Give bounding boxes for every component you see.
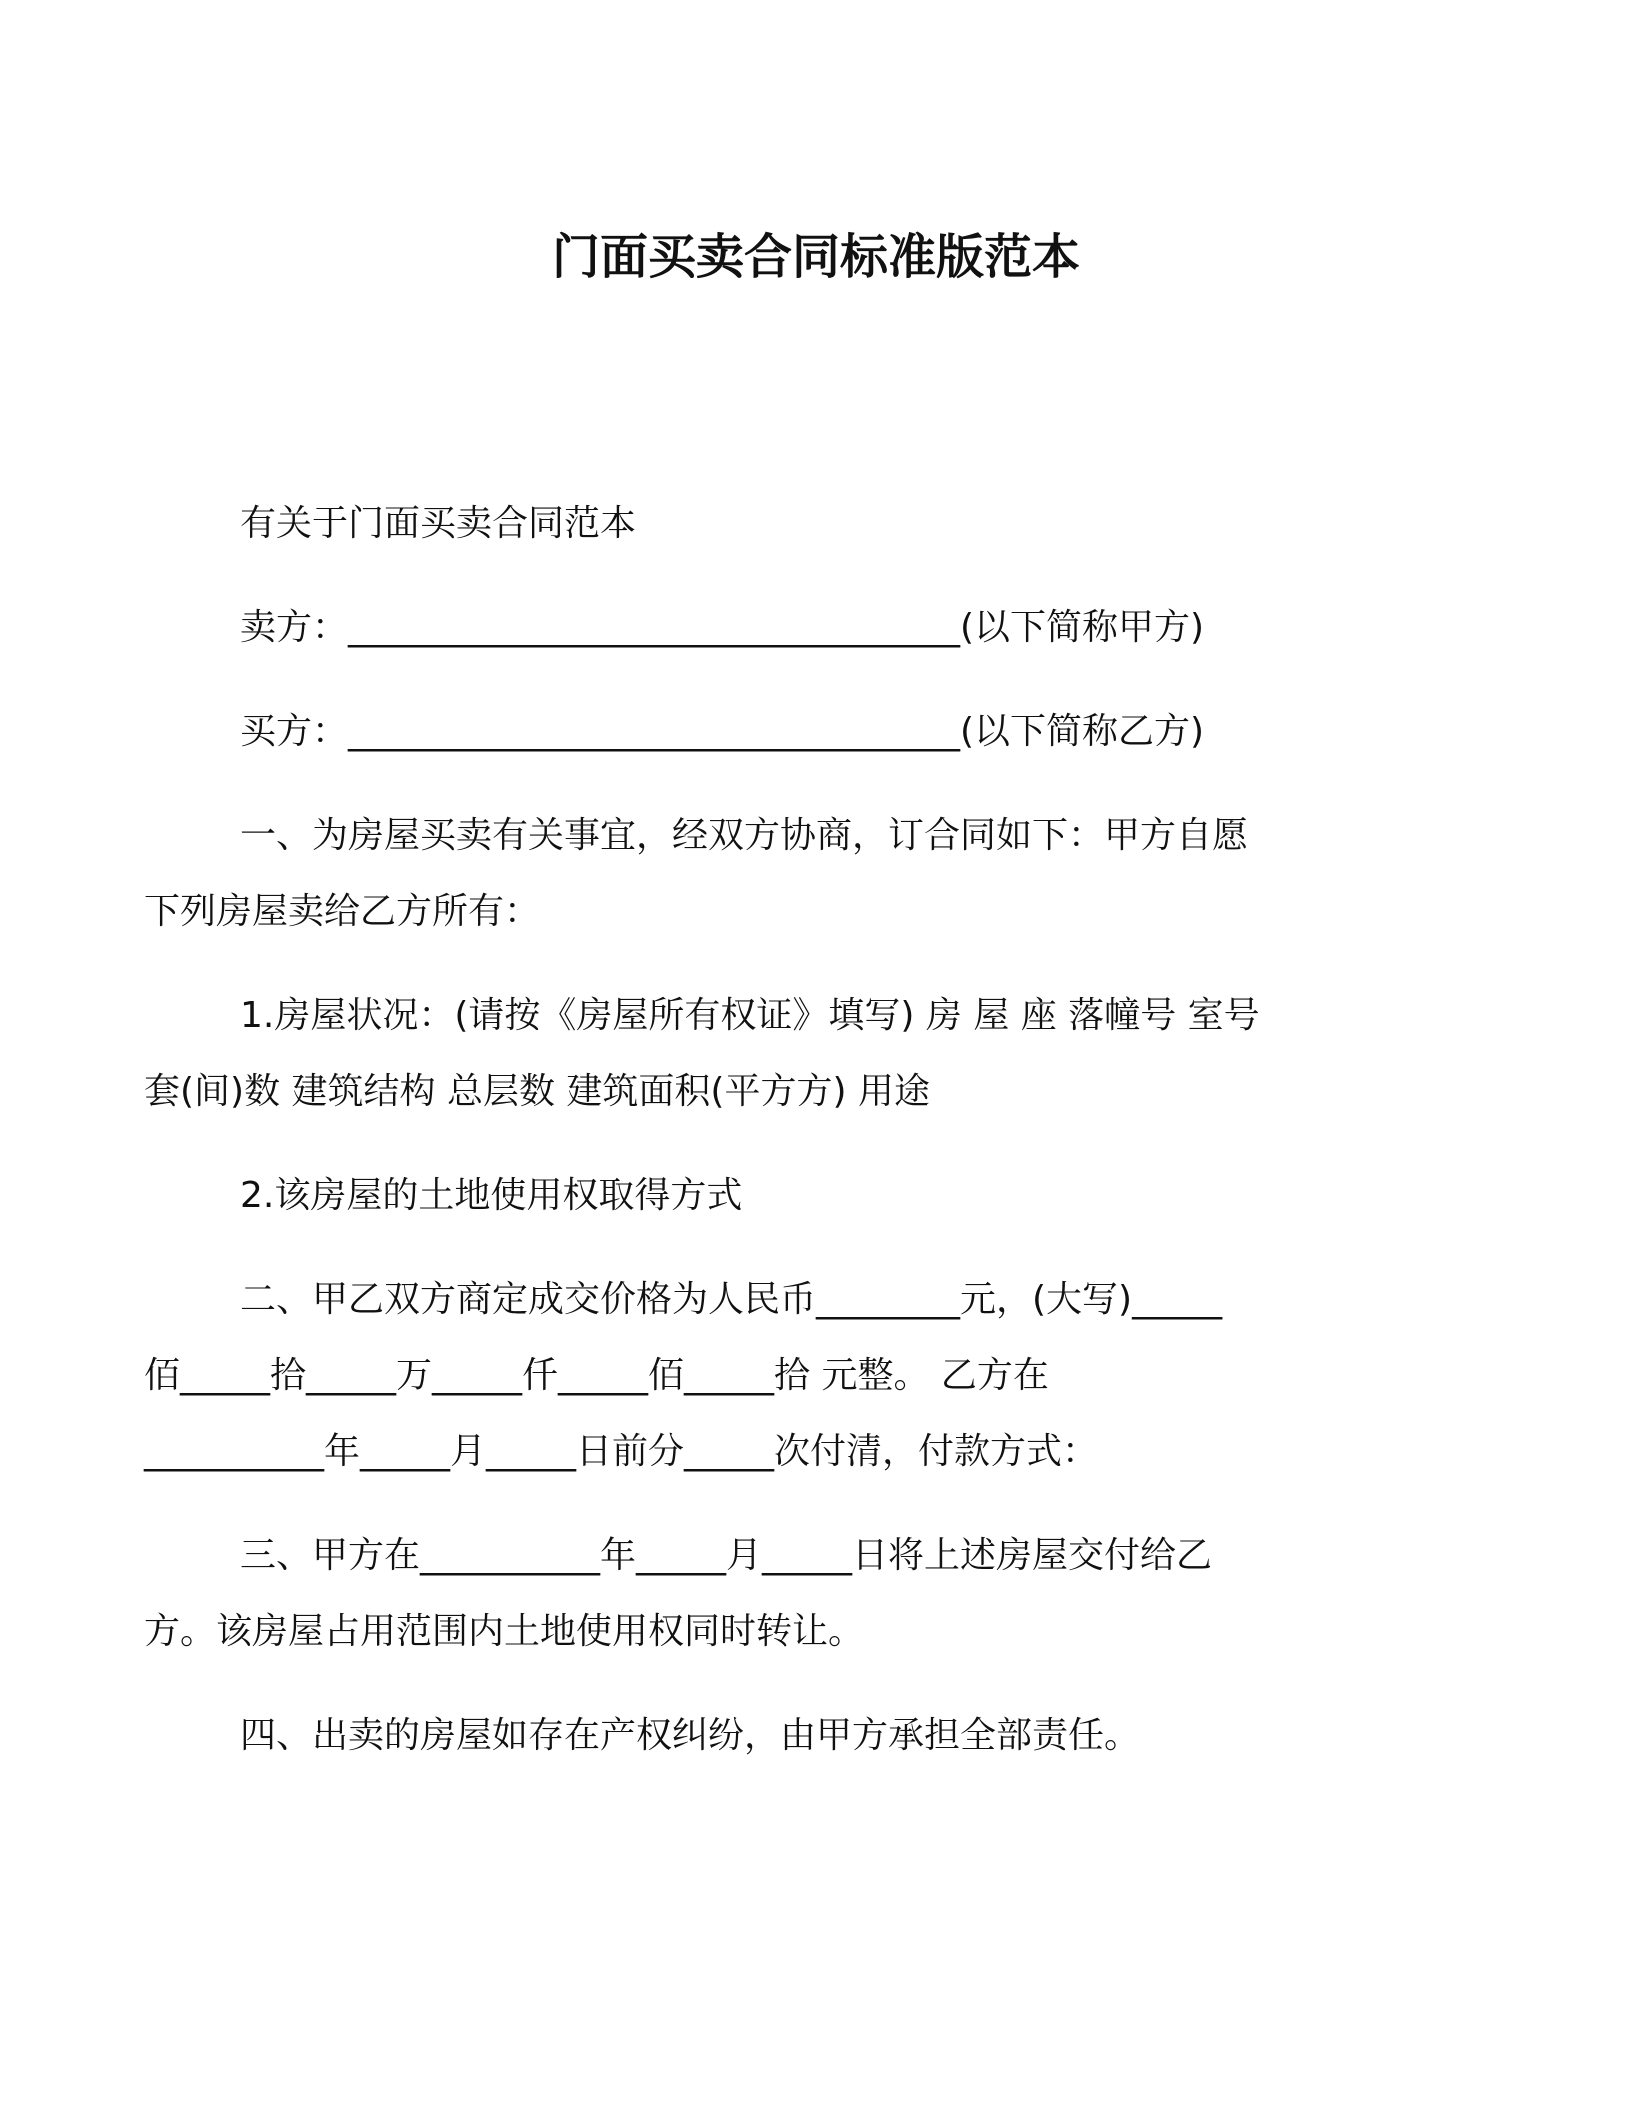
text-line: 2.该房屋的土地使用权取得方式	[240, 1175, 743, 1216]
paragraph-clause-3	[144, 1518, 1400, 1670]
document-body	[144, 486, 1400, 1802]
text-line: __________年_____月_____日前分_____次付清，付款方式：	[144, 1431, 1099, 1472]
paragraph-buyer	[240, 694, 1400, 770]
paragraph-subtitle	[240, 486, 1400, 562]
text-line: 三、甲方在__________年_____月_____日将上述房屋交付给乙	[240, 1535, 1213, 1576]
text-line: 方。该房屋占用范围内土地使用权同时转让。	[144, 1611, 865, 1652]
text-line: 买方：__________________________________(以下简称乙方)	[240, 711, 1205, 752]
paragraph-house-status	[144, 978, 1400, 1130]
text-line: 二、甲乙双方商定成交价格为人民币________元，(大写)_____	[240, 1279, 1223, 1320]
text-line: 1.房屋状况：(请按《房屋所有权证》填写) 房 屋 座 落幢号 室号	[240, 995, 1260, 1036]
text-line: 佰_____拾_____万_____仟_____佰_____拾 元整。 乙方在	[144, 1355, 1049, 1396]
text-line: 卖方：__________________________________(以下简称甲方)	[240, 607, 1205, 648]
paragraph-land-use	[240, 1158, 1400, 1234]
text-line: 有关于门面买卖合同范本	[240, 503, 637, 544]
text-line: 四、出卖的房屋如存在产权纠纷，由甲方承担全部责任。	[240, 1715, 1141, 1756]
text-line: 套(间)数 建筑结构 总层数 建筑面积(平方方) 用途	[144, 1071, 930, 1112]
document-title: 门面买卖合同标准版范本	[551, 229, 1080, 285]
paragraph-clause-2	[144, 1262, 1400, 1490]
paragraph-clause-1	[144, 798, 1400, 950]
text-line: 下列房屋卖给乙方所有：	[144, 891, 541, 932]
text-line: 一、为房屋买卖有关事宜，经双方协商，订合同如下：甲方自愿	[240, 815, 1249, 856]
paragraph-seller	[240, 590, 1400, 666]
paragraph-clause-4	[240, 1698, 1400, 1774]
